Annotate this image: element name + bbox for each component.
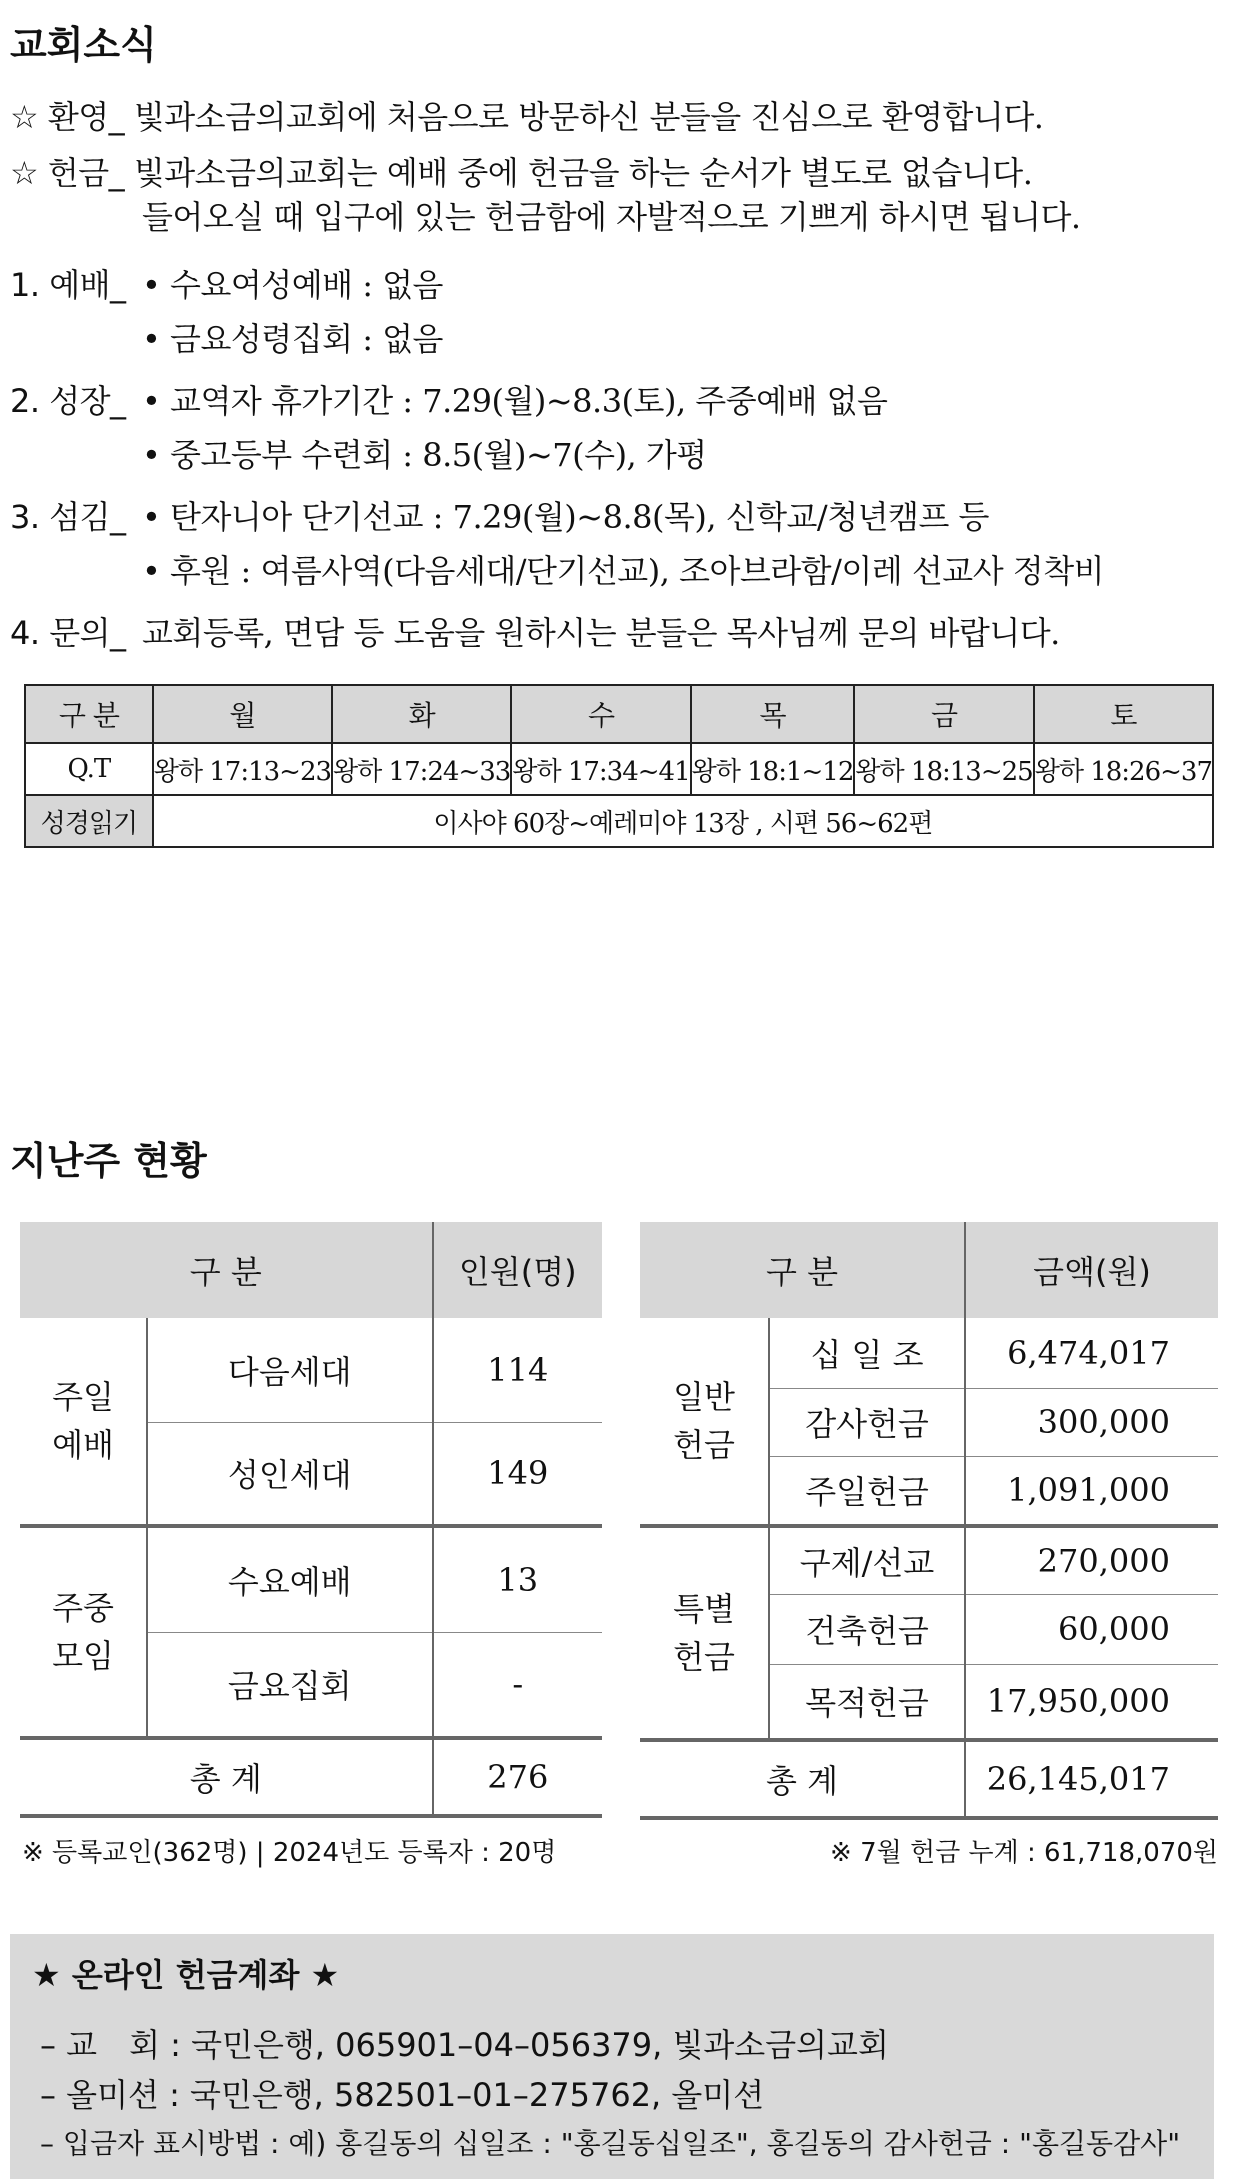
- bible-reading-text: 이사야 60장~예레미야 13장 , 시편 56~62편: [153, 795, 1213, 847]
- qt-cell: 왕하 17:13~23: [153, 743, 332, 795]
- total-label: 총 계: [20, 1738, 433, 1816]
- online-title: ★ 온라인 헌금계좌 ★: [32, 1956, 340, 1994]
- offering-line: [10, 148, 1032, 194]
- attendance-group-weekday: [20, 1526, 147, 1738]
- offering-text-1: 빛과소금의교회는 예배 중에 헌금을 하는 순서가 별도로 없습니다.: [133, 154, 1033, 192]
- offering-group-general: [640, 1318, 769, 1526]
- row-label: 감사헌금: [769, 1388, 965, 1456]
- news-title: 교회소식: [10, 23, 157, 67]
- table-row: [640, 1526, 1218, 1594]
- qt-header-cell: 수: [511, 685, 690, 743]
- item-1-label: 1. 예배_: [10, 266, 126, 304]
- online-account-box: [10, 1934, 1214, 2179]
- group-name-line: 예배: [52, 1426, 114, 1464]
- qt-header-cell: 금: [854, 685, 1033, 743]
- total-row: [640, 1740, 1218, 1818]
- row-label: 목적헌금: [769, 1664, 965, 1740]
- group-name-line: 모임: [52, 1637, 114, 1675]
- qt-header-row: [25, 685, 1213, 743]
- attendance-group-sunday: [20, 1318, 147, 1526]
- attendance-header-count: 인원(명): [433, 1222, 602, 1318]
- attendance-header-category: 구 분: [20, 1222, 433, 1318]
- bible-reading-label: 성경읽기: [25, 795, 153, 847]
- row-label: 구제/선교: [769, 1526, 965, 1594]
- row-value: 114: [433, 1318, 602, 1422]
- item-1-line-1: • 수요여성예배 : 없음: [142, 266, 443, 304]
- row-label: 금요집회: [147, 1632, 433, 1738]
- offering-note: ※ 7월 헌금 누계 : 61,718,070원: [830, 1838, 1218, 1868]
- attendance-table: [20, 1222, 602, 1818]
- row-label: 성인세대: [147, 1422, 433, 1526]
- offering-header-row: [640, 1222, 1218, 1318]
- group-name-line: 특별: [673, 1590, 735, 1628]
- total-value: 26,145,017: [965, 1740, 1218, 1818]
- offering-text-2: 들어오실 때 입구에 있는 헌금함에 자발적으로 기쁘게 하시면 됩니다.: [142, 198, 1081, 236]
- qt-cell: 왕하 18:1~12: [691, 743, 855, 795]
- row-value: 1,091,000: [965, 1456, 1218, 1526]
- row-label: 십 일 조: [769, 1318, 965, 1388]
- qt-header-cell: 목: [691, 685, 855, 743]
- attendance-header-row: [20, 1222, 602, 1318]
- welcome-label: ☆ 환영_: [10, 98, 125, 136]
- item-2-label: 2. 성장_: [10, 382, 126, 420]
- qt-cell: 왕하 18:26~37: [1034, 743, 1213, 795]
- row-label: 건축헌금: [769, 1594, 965, 1664]
- row-value: -: [433, 1632, 602, 1738]
- qt-header-cell: 월: [153, 685, 332, 743]
- qt-cell: 왕하 17:24~33: [332, 743, 511, 795]
- welcome-line: [10, 92, 1043, 138]
- deposit-name-guide: – 입금자 표시방법 : 예) 홍길동의 십일조 : "홍길동십일조", 홍길동의 감사헌금 : "홍길동감사": [40, 2127, 1181, 2160]
- row-label: 주일헌금: [769, 1456, 965, 1526]
- group-name-line: 주중: [52, 1589, 114, 1627]
- bible-reading-row: [25, 795, 1213, 847]
- qt-header-cell: 화: [332, 685, 511, 743]
- qt-cell: 왕하 17:34~41: [511, 743, 690, 795]
- row-value: 6,474,017: [965, 1318, 1218, 1388]
- mission-account: – 올미션 : 국민은행, 582501–01–275762, 올미션: [40, 2076, 765, 2114]
- item-3-line-2: • 후원 : 여름사역(다음세대/단기선교), 조아브라함/이레 선교사 정착비: [142, 552, 1105, 590]
- group-name-line: 헌금: [673, 1638, 735, 1676]
- row-label: 수요예배: [147, 1526, 433, 1632]
- item-1-line-2: • 금요성령집회 : 없음: [142, 320, 443, 358]
- row-value: 270,000: [965, 1526, 1218, 1594]
- total-label: 총 계: [640, 1740, 965, 1818]
- item-2-line-1: • 교역자 휴가기간 : 7.29(월)~8.3(토), 주중예배 없음: [142, 382, 888, 420]
- church-account: – 교 회 : 국민은행, 065901–04–056379, 빛과소금의교회: [40, 2026, 889, 2064]
- offering-label: ☆ 헌금_: [10, 154, 125, 192]
- stats-title: 지난주 현황: [10, 1139, 207, 1183]
- table-row: [20, 1526, 602, 1632]
- table-row: [20, 1318, 602, 1422]
- group-name-line: 헌금: [673, 1426, 735, 1464]
- offering-table: [640, 1222, 1218, 1820]
- item-4-label: 4. 문의_: [10, 614, 126, 652]
- qt-cell: 왕하 18:13~25: [854, 743, 1033, 795]
- total-row: [20, 1738, 602, 1816]
- offering-group-special: [640, 1526, 769, 1740]
- row-label: 다음세대: [147, 1318, 433, 1422]
- item-2-line-2: • 중고등부 수련회 : 8.5(월)~7(수), 가평: [142, 436, 707, 474]
- qt-header-cell: 구 분: [25, 685, 153, 743]
- qt-row-label: Q.T: [25, 743, 153, 795]
- attendance-note: ※ 등록교인(362명) | 2024년도 등록자 : 20명: [22, 1838, 557, 1868]
- qt-row: [25, 743, 1213, 795]
- item-3-line-1: • 탄자니아 단기선교 : 7.29(월)~8.8(목), 신학교/청년캠프 등: [142, 498, 989, 536]
- qt-table: [24, 684, 1214, 848]
- row-value: 13: [433, 1526, 602, 1632]
- group-name-line: 주일: [52, 1378, 114, 1416]
- offering-header-category: 구 분: [640, 1222, 965, 1318]
- qt-header-cell: 토: [1034, 685, 1213, 743]
- table-row: [640, 1318, 1218, 1388]
- group-name-line: 일반: [673, 1378, 735, 1416]
- row-value: 17,950,000: [965, 1664, 1218, 1740]
- total-value: 276: [433, 1738, 602, 1816]
- row-value: 60,000: [965, 1594, 1218, 1664]
- row-value: 149: [433, 1422, 602, 1526]
- item-3-label: 3. 섬김_: [10, 498, 126, 536]
- row-value: 300,000: [965, 1388, 1218, 1456]
- welcome-text: 빛과소금의교회에 처음으로 방문하신 분들을 진심으로 환영합니다.: [133, 98, 1044, 136]
- offering-header-amount: 금액(원): [965, 1222, 1218, 1318]
- item-4-line-1: 교회등록, 면담 등 도움을 원하시는 분들은 목사님께 문의 바랍니다.: [142, 614, 1060, 652]
